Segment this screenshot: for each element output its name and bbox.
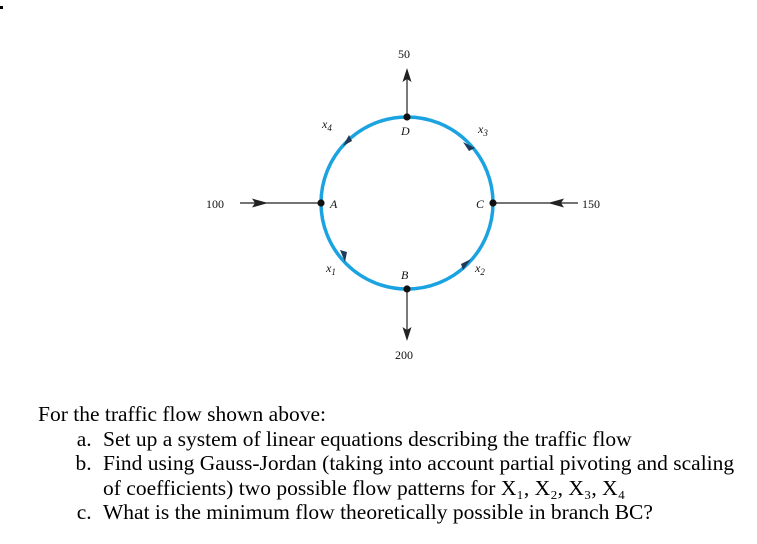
node-b-dot [403, 285, 410, 292]
flow-west-value: 100 [206, 197, 224, 211]
node-d-label: D [401, 124, 410, 138]
flow-north-value: 50 [398, 47, 410, 61]
x4-label: $x_4$ [322, 117, 332, 133]
flow-south-value: 200 [395, 348, 413, 362]
node-c-label: C [476, 197, 485, 211]
x2-label: $x_2$ [475, 261, 485, 277]
node-a-dot [317, 199, 324, 206]
question-list [38, 427, 753, 525]
question-intro: For the traffic flow shown above: [38, 402, 326, 426]
flow-east-value: 150 [582, 197, 600, 211]
x3-label: $x_3$ [478, 122, 488, 138]
node-d-dot [403, 113, 410, 120]
node-b-label: B [401, 268, 409, 282]
question-item-c: c. What is the minimum flow theoretically possible in branch BC? [97, 500, 753, 525]
question-item-b: b. Find using Gauss-Jordan (taking into account partial pivoting and scaling of coefficients) two possible flow patterns for X₁, X₂, X₃, X₄ [97, 451, 753, 500]
node-c-dot [489, 199, 496, 206]
question-item-a: a. Set up a system of linear equations describing the traffic flow [97, 427, 753, 452]
node-a-label: A [330, 197, 338, 211]
x1-label: $x_1$ [326, 261, 336, 277]
question-block [38, 402, 753, 525]
